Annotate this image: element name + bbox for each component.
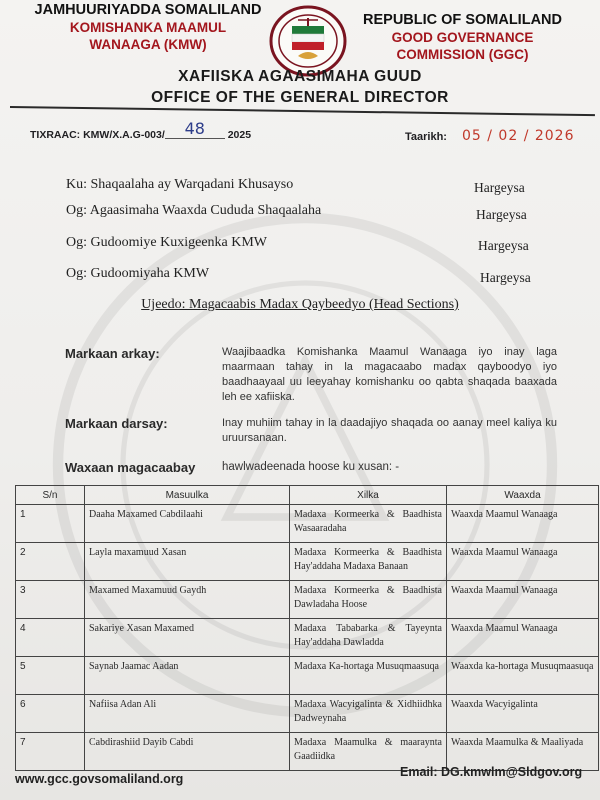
- date-label: Taarikh:: [405, 131, 447, 143]
- cell-name: Daaha Maxamed Cabdilaahi: [85, 505, 290, 543]
- table-row: [16, 581, 599, 619]
- cell-sn: 1: [16, 505, 85, 543]
- cell-role: Madaxa Ka-hortaga Musuqmaasuqa: [290, 657, 447, 695]
- cell-dept: Waaxda Wacyigalinta: [447, 695, 599, 733]
- cell-sn: 2: [16, 543, 85, 581]
- office-title-en: OFFICE OF THE GENERAL DIRECTOR: [151, 89, 449, 106]
- cell-sn: 7: [16, 733, 85, 771]
- cell-name: Nafiisa Adan Ali: [85, 695, 290, 733]
- cell-role: Madaxa Tababarka & Tayeynta Hay'addaha Dawladda: [290, 619, 447, 657]
- date-handwritten-value: 05 / 02 / 2026: [462, 128, 575, 144]
- table-header-row: [16, 486, 599, 505]
- header-commission-en: GOOD GOVERNANCE: [391, 30, 534, 45]
- cell-name: Cabdirashiid Dayib Cabdi: [85, 733, 290, 771]
- header-country-so: JAMHUURIYADDA SOMALILAND: [34, 2, 262, 18]
- cell-dept: Waaxda Maamul Wanaaga: [447, 505, 599, 543]
- cell-name: Sakariye Xasan Maxamed: [85, 619, 290, 657]
- addressee-line: Og: Gudoomiye Kuxigeenka KMW: [66, 235, 268, 250]
- cell-role: Madaxa Kormeerka & Baadhista Wasaaradaha: [290, 505, 447, 543]
- subject-line: Ujeedo: Magacaabis Madax Qaybeedyo (Head Sections): [141, 297, 459, 312]
- appointments-table: [15, 485, 599, 771]
- addressee-city: Hargeysa: [474, 180, 525, 195]
- table-row: [16, 657, 599, 695]
- addressee-city: Hargeysa: [480, 270, 531, 285]
- header-right: [330, 12, 595, 63]
- cell-dept: Waaxda Maamul Wanaaga: [447, 619, 599, 657]
- waxaan-magacaabay-text: hawlwadeenada hoose ku xusan: -: [222, 461, 400, 473]
- cell-name: Layla maxamuud Xasan: [85, 543, 290, 581]
- table-row: [16, 543, 599, 581]
- table-row: [16, 505, 599, 543]
- markaan-arkay-label: Markaan arkay:: [65, 346, 160, 361]
- reference-year: 2025: [227, 129, 252, 141]
- cell-role: Madaxa Maamulka & maaraynta Gaadiidka: [290, 733, 447, 771]
- cell-dept: Waaxda Maamulka & Maaliyada: [447, 733, 599, 771]
- addressee-line: Ku: Shaqaalaha ay Warqadani Khusayso: [66, 177, 294, 192]
- addressee-city: Hargeysa: [478, 238, 529, 253]
- addressee-city: Hargeysa: [476, 207, 527, 222]
- table-row: [16, 695, 599, 733]
- header-commission-en-2: COMMISSION (GGC): [396, 47, 529, 62]
- cell-role: Madaxa Wacyigalinta & Xidhiidhka Dadweynaha: [290, 695, 447, 733]
- markaan-arkay-text: Waajibaadka Komishanka Maamul Wanaaga iyo inay laga maarmaan tahay in la magacaabo madax qayboodyo iyo baadhaayaal uu leeyahay komishanku oo qabta shaqada baaxada leh ee xafiiska.: [222, 346, 557, 403]
- header-left: [18, 2, 278, 53]
- column-header-sn: S/n: [16, 486, 85, 505]
- header-commission-so-2: WANAAGA (KMW): [89, 37, 207, 52]
- cell-sn: 6: [16, 695, 85, 733]
- column-header-masuulka: Masuulka: [85, 486, 290, 505]
- header-commission-so: KOMISHANKA MAAMUL: [69, 20, 227, 35]
- column-header-waaxda: Waaxda: [447, 486, 599, 505]
- addressee-line: Og: Gudoomiyaha KMW: [66, 266, 210, 281]
- table-row: [16, 619, 599, 657]
- cell-sn: 4: [16, 619, 85, 657]
- column-header-xilka: Xilka: [290, 486, 447, 505]
- cell-role: Madaxa Kormeerka & Baadhista Dawladaha Hoose: [290, 581, 447, 619]
- cell-sn: 5: [16, 657, 85, 695]
- reference-prefix: TIXRAAC: KMW/X.A.G-003/: [30, 129, 165, 141]
- waxaan-magacaabay-label: Waxaan magacaabay: [65, 460, 196, 475]
- cell-name: Saynab Jaamac Aadan: [85, 657, 290, 695]
- office-title-so: XAFIISKA AGAASIMAHA GUUD: [178, 68, 422, 85]
- reference-handwritten-number: 48: [165, 119, 225, 139]
- header-divider: [10, 106, 595, 116]
- footer-email-link[interactable]: Email: DG.kmwlm@Sldgov.org: [400, 765, 583, 779]
- cell-sn: 3: [16, 581, 85, 619]
- addressee-line: Og: Agaasimaha Waaxda Cududa Shaqaalaha: [66, 203, 322, 218]
- cell-name: Maxamed Maxamuud Gaydh: [85, 581, 290, 619]
- header-country-en: REPUBLIC OF SOMALILAND: [363, 12, 562, 28]
- markaan-darsay-label: Markaan darsay:: [65, 416, 168, 431]
- markaan-darsay-text: Inay muhiim tahay in la daadajiyo shaqada oo aanay meel kaliya ku uruursanaan.: [222, 417, 557, 444]
- footer-website-link[interactable]: www.gcc.govsomaliland.org: [15, 772, 184, 786]
- cell-dept: Waaxda Maamul Wanaaga: [447, 581, 599, 619]
- reference-number: [30, 119, 252, 143]
- cell-dept: Waaxda ka-hortaga Musuqmaasuqa: [447, 657, 599, 695]
- cell-dept: Waaxda Maamul Wanaaga: [447, 543, 599, 581]
- cell-role: Madaxa Kormeerka & Baadhista Hay'addaha Madaxa Banaan: [290, 543, 447, 581]
